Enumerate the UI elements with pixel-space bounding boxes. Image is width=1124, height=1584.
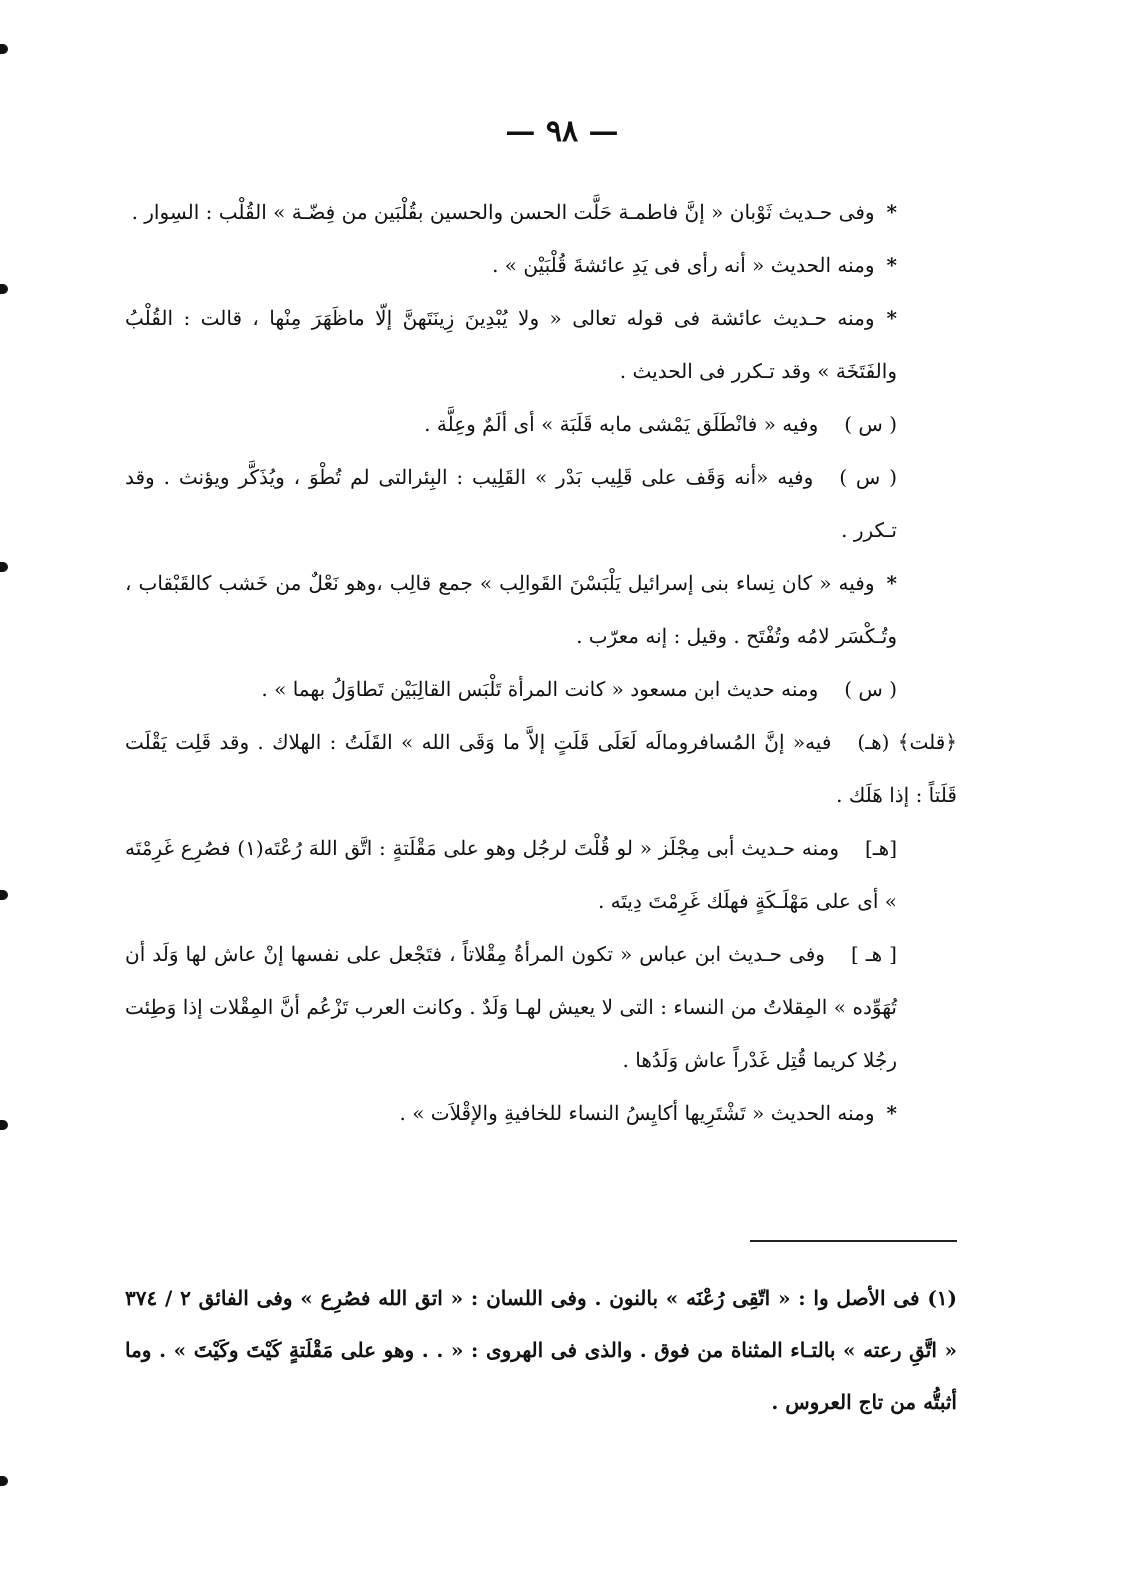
paragraph [125,822,957,928]
scan-edge-mark [0,44,8,54]
entry-star: * [886,253,897,277]
entry-star: * [886,1101,897,1125]
scan-edge-mark [0,890,8,900]
paragraph-text: ومنه الحديث « أنه رأى فى يَدِ عائشةَ قُلْبَيْن » . [492,253,875,277]
source-marker: ( س ) [844,412,897,436]
paragraph-text: ومنه الحديث « تَشْتَرِيها أكايِسُ النساء للخافيةِ والإقْلاَت » . [399,1101,875,1125]
source-marker: ( س ) [844,677,897,701]
entry-star: * [886,306,897,330]
entry-heading: ﴿قلت﴾ (هـ) [857,730,957,754]
scan-edge-mark [0,562,8,572]
main-text [125,186,957,1140]
paragraph [125,716,957,822]
paragraph-text: وفيه « كان نِساء بنى إسرائيل يَلْبَسْنَ القَوالِب » جمع قالِب ،وهو نَعْلٌ من خَشب كالقَبْقاب ، وتُـكْسَر لامُه وتُفْتَح . وقيل : إنه معرّب . [125,571,897,648]
paragraph-text: ومنه حـديث أبى مِجْلَز « لو قُلْتَ لرجُل وهو على مَقْلَتةٍ : اتَّق اللهَ رُعْتَه(١) فصُرِع غَرِمْتَه » أى على مَهْلَـكَةٍ فهلَك غَرِمْتَ دِيتَه . [125,836,897,913]
page-number: — ٩٨ — [505,114,619,149]
paragraph-text: ومنه حديث ابن مسعود « كانت المرأة تَلْبَس القالِبَيْن تَطاوَلُ بهما » . [261,677,819,701]
scan-edge-mark [0,1120,8,1130]
paragraph-text: وفى حـديث ثَوْبان « إنَّ فاطمـة حَلَّت الحسن والحسين بقُلْبَين من فِضّـة » القُلْب : السِوار . [131,200,875,224]
paragraph-text: وفيه «أنه وَقَف على قَلِيب بَدْر » القَلِيب : البِئرالتى لم تُطْوَ ، ويُذَكَّر ويؤنث . وقد تـكرر . [125,465,897,542]
source-marker: [ هـ ] [850,942,897,966]
paragraph-text: وفيه « فانْطَلَق يَمْشى مابه قَلَبَة » أى ألَمٌ وعِلَّة . [424,412,819,436]
paragraph [125,239,957,292]
paragraph [125,186,957,239]
paragraph [125,557,957,663]
source-marker: ( س ) [839,465,898,489]
footnote: (١) فى الأصل وا : « اتّقِى رُعْنَه » بالنون . وفى اللسان : « اتق الله فصُرِع » وفى الفائق ٢ / ٣٧٤ « اتَّقِ رعته » بالتـاء المثناة من فوق . والذى فى الهروى : « . . وهو على مَقْلَتةٍ كَيْتَ وكَيْتَ » . وما أثبتُّه من تاج العروس . [125,1286,958,1414]
paragraph [125,292,957,398]
paragraph-text: فيه« إنَّ المُسافرومالَه لَعَلَى قَلَتٍ إلاَّ ما وَقَى الله » القَلَتُ : الهلاك . وقد قَلِت يَقْلَت قَلَتاً : إذا هَلَك . [125,730,957,807]
entry-star: * [886,571,897,595]
paragraph [125,398,957,451]
paragraph [125,451,957,557]
paragraph-text: وفى حـديث ابن عباس « تكون المرأةُ مِقْلاتاً ، فتَجْعل على نفسها إنْ عاش لها وَلَد أن تُهَوِّده » المِقلاتُ من النساء : التى لا يعيش لهـا وَلَدٌ . وكانت العرب تَزْعُم أنَّ المِقْلات إذا وَطِئت رجُلا كريما قُتِل غَدْراً عاش وَلَدُها . [125,942,897,1072]
paragraph [125,928,957,1087]
paragraph [125,663,957,716]
footnotes [125,1272,957,1428]
source-marker: [هـ] [864,836,897,860]
footnote-separator [750,1240,957,1242]
entry-star: * [886,200,897,224]
scan-edge-mark [0,284,8,294]
paragraph-text: ومنه حـديث عائشة فى قوله تعالى « ولا يُبْدِينَ زِينَتَهنَّ إلّا ماظَهَرَ مِنْها ، قالت : القُلْبُ والفَتَخَة » وقد تـكرر فى الحديث . [125,306,897,383]
paragraph [125,1087,957,1140]
scan-edge-mark [0,1476,8,1486]
